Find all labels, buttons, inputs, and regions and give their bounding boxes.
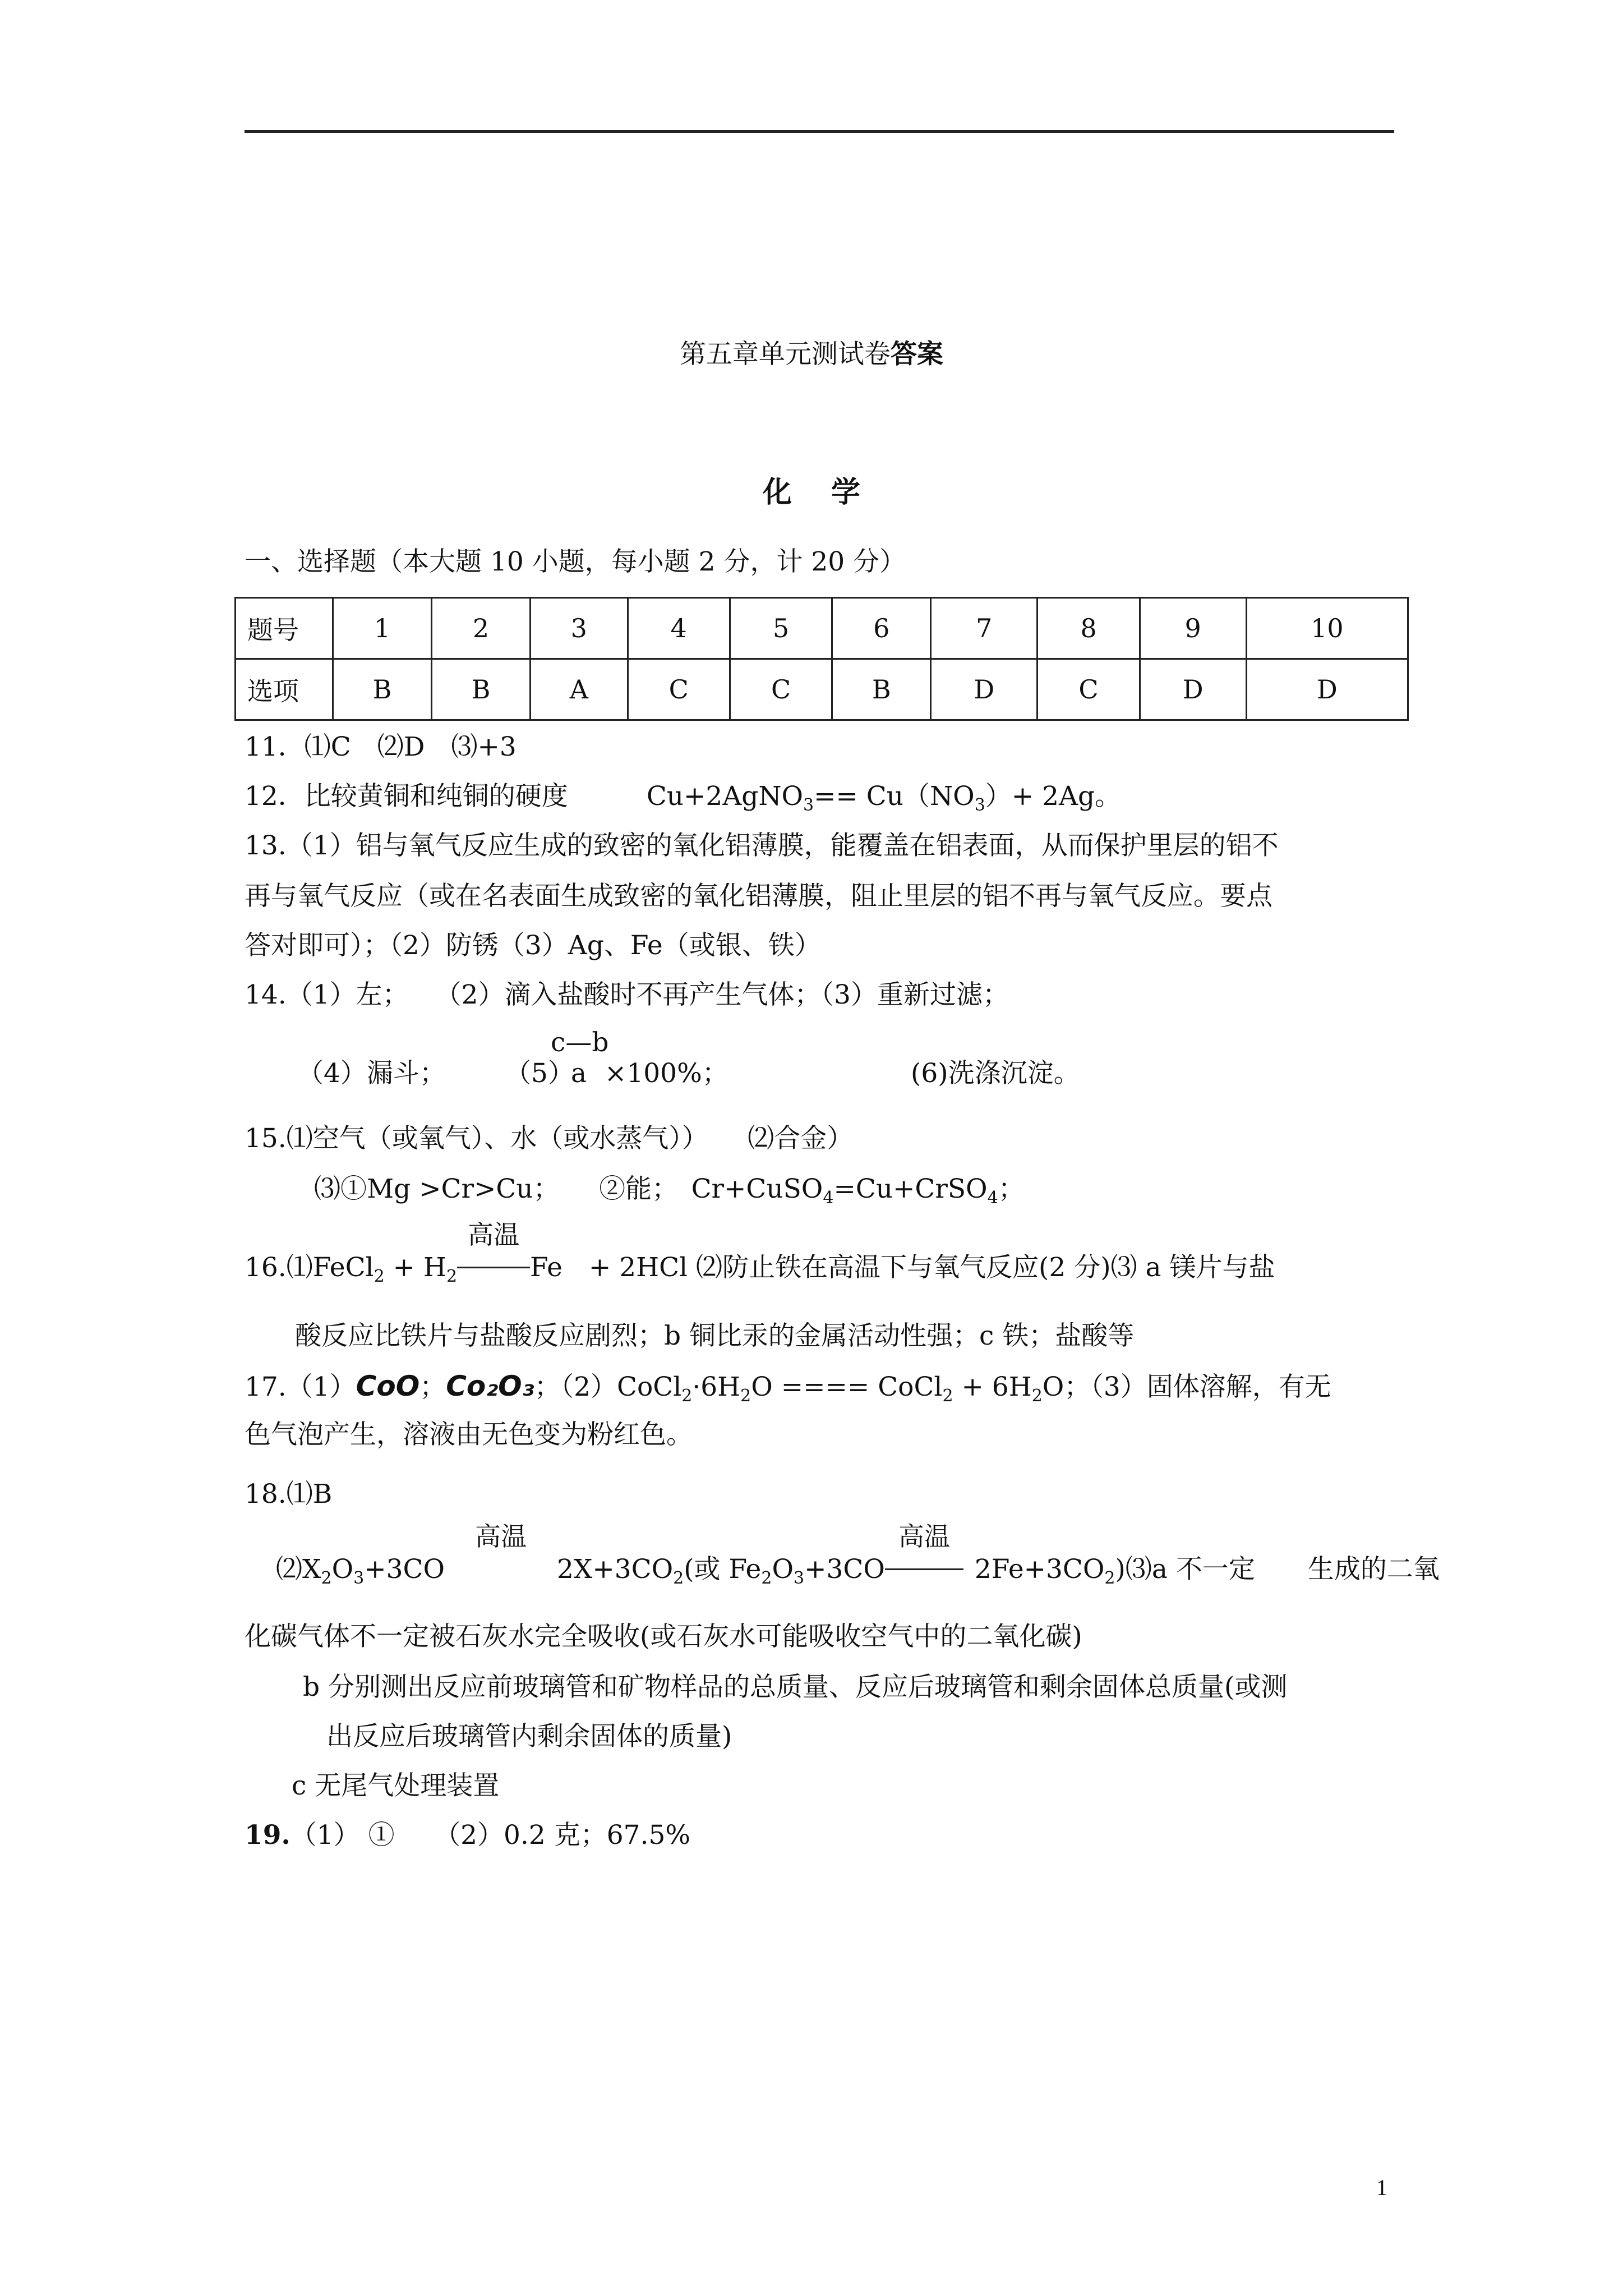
answer-14-part: （4）漏斗； (297, 1058, 446, 1089)
answer-16-part: + H (384, 1252, 446, 1283)
answer-12-part: == Cu（NO (814, 781, 975, 812)
answer-17-part: ； (419, 1372, 446, 1402)
answer-12-part: 12．比较黄铜和纯铜的硬度 (245, 781, 568, 812)
subject-heading: 化学 (762, 475, 900, 509)
reaction-condition (467, 1521, 534, 1582)
table-cell: A (531, 659, 628, 720)
subscript: 2 (374, 1267, 385, 1286)
subscript: 3 (353, 1568, 365, 1588)
subscript: 2 (761, 1568, 772, 1588)
answer-18-line: c 无尾气处理装置 (292, 1770, 500, 1801)
table-cell: B (333, 659, 432, 720)
table-cell: C (628, 659, 730, 720)
reaction-condition (457, 1220, 530, 1281)
answer-18-part: ⑵X (276, 1554, 321, 1585)
title-bold-text: 答案 (891, 339, 943, 370)
answer-15-line (314, 1176, 1025, 1207)
formula-image-coo: CoO (356, 1370, 420, 1402)
answer-17-part: ；（2）CoCl (534, 1372, 682, 1402)
answer-14-part: （5） (505, 1058, 574, 1089)
answer-19-text: （1） ① （2）0.2 克；67.5% (290, 1820, 691, 1851)
table-cell: 4 (628, 598, 730, 659)
table-cell: C (1038, 659, 1140, 720)
answer-16-part: 16.⑴FeCl (245, 1252, 374, 1283)
table-row (236, 598, 1408, 659)
answer-12 (245, 783, 1121, 814)
table-cell: D (1246, 659, 1408, 720)
table-cell: B (432, 659, 531, 720)
answer-18-line: 18.⑴B (245, 1479, 333, 1510)
table-cell: D (1140, 659, 1246, 720)
answer-18-part: +3CO (804, 1554, 885, 1585)
table-cell: D (931, 659, 1038, 720)
condition-label: 高温 (898, 1521, 950, 1552)
answer-18-part: (或 Fe (684, 1554, 762, 1585)
answer-17-part: ·6H (692, 1372, 741, 1402)
table-cell: 7 (931, 598, 1038, 659)
condition-label: 高温 (474, 1521, 527, 1552)
answer-18-part: )⑶a 不一定 生成的二氧 (1115, 1554, 1440, 1585)
answer-18-line: 出反应后玻璃管内剩余固体的质量) (326, 1721, 732, 1752)
answer-18-line: b 分别测出反应前玻璃管和矿物样品的总质量、反应后玻璃管和剩余固体总质量(或测 (303, 1672, 1288, 1703)
answer-17-line: 色气泡产生，溶液由无色变为粉红色。 (245, 1419, 693, 1450)
answer-18-line (276, 1521, 1440, 1588)
table-row (236, 659, 1408, 720)
answer-15-part: =Cu+CrSO (833, 1174, 988, 1204)
table-cell: 1 (333, 598, 432, 659)
answer-11: 11．⑴C ⑵D ⑶+3 (245, 731, 517, 762)
table-cell: 9 (1140, 598, 1246, 659)
page-title (0, 333, 1623, 371)
answer-13-line: 答对即可）；（2）防锈（3）Ag、Fe（或银、铁） (245, 930, 821, 961)
answer-13-line: 再与氧气反应（或在名表面生成致密的氧化铝薄膜，阻止里层的铝不再与氧气反应。要点 (245, 881, 1272, 912)
answer-14-line: 14.（1）左； （2）滴入盐酸时不再产生气体；（3）重新过滤； (245, 979, 1009, 1010)
subscript: 2 (1104, 1568, 1115, 1588)
title-text: 第五章单元测试卷 (680, 339, 891, 370)
subscript: 2 (321, 1568, 332, 1588)
subscript: 2 (740, 1386, 751, 1406)
subscript: 3 (794, 1568, 805, 1588)
answer-16-line: 酸反应比铁片与盐酸反应剧烈；b 铜比汞的金属活动性强；c 铁；盐酸等 (295, 1320, 1135, 1351)
answer-18-part: O (772, 1554, 794, 1585)
answer-16-line (245, 1220, 1275, 1286)
table-cell: 题号 (236, 598, 333, 659)
section-heading: 一、选择题（本大题 10 小题，每小题 2 分，计 20 分） (245, 546, 906, 577)
table-cell: 3 (531, 598, 628, 659)
subscript: 4 (987, 1188, 998, 1208)
answer-18-part: 2Fe+3CO (974, 1554, 1105, 1585)
answer-18-part: O (331, 1554, 354, 1585)
subscript: 4 (823, 1188, 834, 1208)
formula-image-co2o3: Co₂O₃ (446, 1370, 534, 1402)
answer-19-number: 19. (245, 1820, 291, 1851)
subscript: 3 (803, 795, 814, 815)
answer-14-part: ×100%； (605, 1058, 728, 1089)
answer-17-line (245, 1372, 1331, 1405)
subscript: 2 (942, 1386, 953, 1406)
subscript: 2 (446, 1267, 458, 1286)
answer-18-part: +3CO (364, 1554, 445, 1585)
table-cell: 2 (432, 598, 531, 659)
answer-table (234, 597, 1409, 721)
table-cell: C (730, 659, 832, 720)
condition-bar (467, 1568, 534, 1570)
condition-label: 高温 (468, 1220, 520, 1250)
header-rule (245, 130, 1394, 133)
table-cell: 选项 (236, 659, 333, 720)
table-cell: 10 (1246, 598, 1408, 659)
condition-bar (457, 1267, 530, 1268)
answer-16-part: Fe + 2HCl ⑵防止铁在高温下与氧气反应(2 分)⑶ a 镁片与盐 (530, 1252, 1275, 1283)
answer-12-part: Cu+2AgNO (646, 781, 804, 812)
table-cell: 8 (1038, 598, 1140, 659)
answer-15-part: ； (998, 1174, 1025, 1204)
answer-18-part: 2X+3CO (556, 1554, 674, 1585)
answer-15-line: 15.⑴空气（或氧气）、水（或水蒸气）） ⑵合金） (245, 1123, 854, 1154)
subscript: 2 (681, 1386, 693, 1406)
answer-19 (245, 1820, 691, 1851)
answer-12-part: ）+ 2Ag。 (985, 781, 1122, 812)
fraction-denominator: a (571, 1058, 587, 1089)
answer-17-part: 17.（1） (245, 1372, 356, 1402)
condition-bar (885, 1568, 963, 1570)
table-cell: B (832, 659, 931, 720)
reaction-condition (885, 1521, 963, 1582)
answer-17-part: O ==== CoCl (751, 1372, 943, 1402)
answer-13-line: 13.（1）铝与氧气反应生成的致密的氧化铝薄膜，能覆盖在铝表面，从而保护里层的铝不 (245, 830, 1279, 861)
table-cell: 6 (832, 598, 931, 659)
answer-17-part: O；（3）固体溶解，有无 (1042, 1372, 1331, 1402)
answer-18-line: 化碳气体不一定被石灰水完全吸收(或石灰水可能吸收空气中的二氧化碳) (245, 1621, 1082, 1652)
subscript: 2 (1031, 1386, 1043, 1406)
answer-14-part: (6)洗涤沉淀。 (911, 1058, 1080, 1089)
answer-15-part: ⑶①Mg >Cr>Cu； ②能； Cr+CuSO (314, 1174, 823, 1204)
page-number: 1 (1376, 2175, 1387, 2200)
fraction-numerator: c—b (551, 1027, 609, 1058)
subscript: 3 (974, 795, 985, 815)
subscript: 2 (673, 1568, 684, 1588)
table-cell: 5 (730, 598, 832, 659)
answer-17-part: + 6H (953, 1372, 1032, 1402)
